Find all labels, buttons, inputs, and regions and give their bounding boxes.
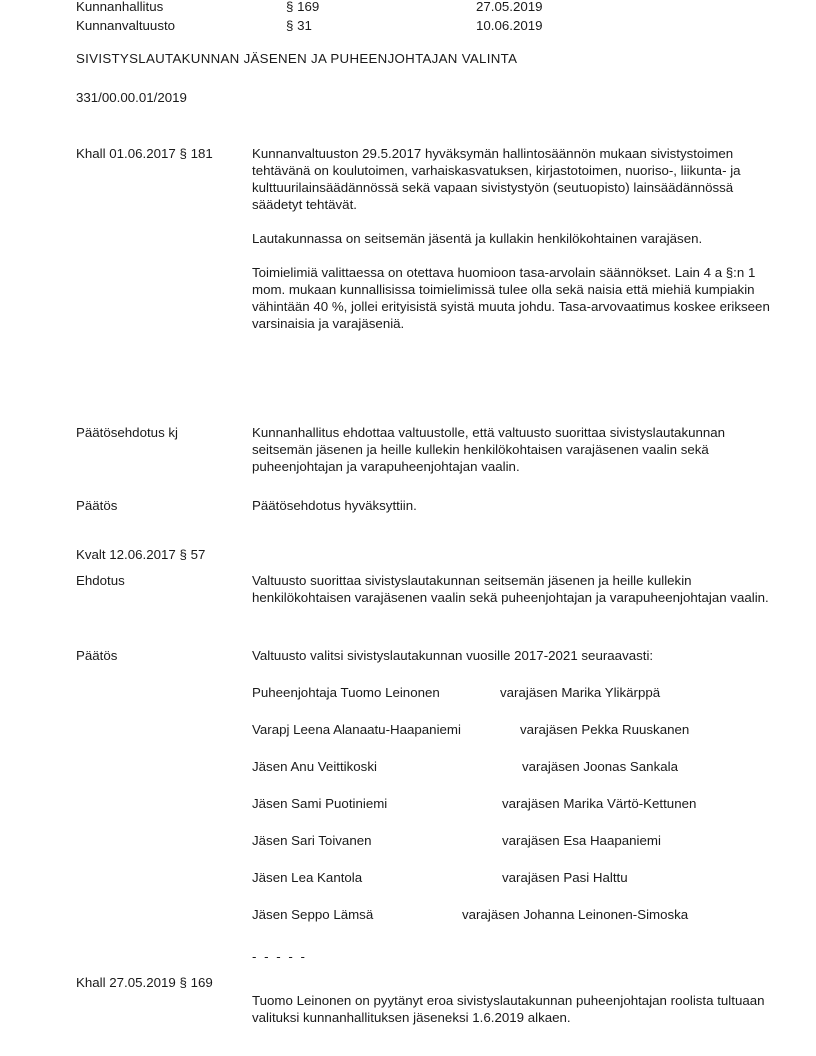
meta-section: § 169 <box>286 0 320 14</box>
member-deputy: varajäsen Pekka Ruuskanen <box>520 722 690 737</box>
section-paatos-khall <box>76 497 776 514</box>
meta-organ: Kunnanhallitus <box>76 0 164 14</box>
list-item <box>252 906 776 923</box>
section-khall-2017 <box>76 145 776 332</box>
table-row <box>76 19 736 38</box>
section-divider: - - - - - <box>252 949 307 964</box>
spacer <box>252 701 776 721</box>
page-title: SIVISTYSLAUTAKUNNAN JÄSENEN JA PUHEENJOHTAJAN VALINTA <box>76 51 518 66</box>
section-paragraph: Kunnanhallitus ehdottaa valtuustolle, että valtuusto suorittaa sivistyslautakunnan seitsemän jäsenen ja heille kullekin henkilökohtaisen varajäsenen vaalin sekä puheenjohtajan ja varapuheenjohtajan vaalin. <box>252 425 726 474</box>
section-paragraph: Päätösehdotus hyväksyttiin. <box>252 498 417 513</box>
section-paragraph: Tuomo Leinonen on pyytänyt eroa sivistyslautakunnan puheenjohtajan roolista tultuaan valituksi kunnanhallituksen jäseneksi 1.6.2019 alkaen. <box>252 993 765 1025</box>
spacer <box>252 738 776 758</box>
section-paatosehdotus-kj <box>76 424 776 475</box>
member-role: Jäsen Sari Toivanen <box>252 833 372 848</box>
list-item <box>252 795 776 812</box>
meta-organ: Kunnanvaltuusto <box>76 18 176 33</box>
section-label: Päätösehdotus kj <box>76 425 179 440</box>
meta-section: § 31 <box>286 18 312 33</box>
section-paragraph: Lautakunnassa on seitsemän jäsentä ja kullakin henkilökohtainen varajäsen. <box>252 231 703 246</box>
member-deputy: varajäsen Joonas Sankala <box>522 759 678 774</box>
section-ehdotus <box>76 572 776 606</box>
section-label: Kvalt 12.06.2017 § 57 <box>76 547 206 562</box>
meta-table <box>76 0 736 38</box>
meta-date: 10.06.2019 <box>476 18 543 33</box>
document-reference: 331/00.00.01/2019 <box>76 90 187 105</box>
member-role: Jäsen Anu Veittikoski <box>252 759 377 774</box>
list-item <box>252 832 776 849</box>
spacer <box>252 775 776 795</box>
member-deputy: varajäsen Marika Värtö-Kettunen <box>502 796 697 811</box>
member-deputy: varajäsen Marika Ylikärppä <box>500 685 661 700</box>
spacer <box>252 923 776 950</box>
list-item <box>252 684 776 701</box>
member-role: Jäsen Sami Puotiniemi <box>252 796 388 811</box>
member-role: Jäsen Seppo Lämsä <box>252 907 374 922</box>
section-paragraph: Toimielimiä valittaessa on otettava huomioon tasa-arvolain säännökset. Lain 4 a §:n 1 mom. mukaan kunnallisissa toimielimissä tulee olla sekä naisia että miehiä kumpiakin vähintään 40 %, jollei erityisistä syistä muuta johdu. Tasa-arvovaatimus koskee erikseen varsinaisia ja varajäseniä. <box>252 265 770 331</box>
section-kvalt-2017 <box>76 546 776 563</box>
table-row <box>76 0 736 19</box>
section-label: Päätös <box>76 648 118 663</box>
member-role: Varapj Leena Alanaatu-Haapaniemi <box>252 722 461 737</box>
section-khall-2019 <box>76 974 776 1026</box>
member-role: Jäsen Lea Kantola <box>252 870 363 885</box>
section-label: Ehdotus <box>76 573 125 588</box>
member-deputy: varajäsen Johanna Leinonen-Simoska <box>462 907 689 922</box>
section-label: Khall 27.05.2019 § 169 <box>76 975 213 990</box>
meta-date: 27.05.2019 <box>476 0 543 14</box>
spacer <box>252 886 776 906</box>
section-intro: Valtuusto valitsi sivistyslautakunnan vuosille 2017-2021 seuraavasti: <box>252 648 654 663</box>
section-paragraph: Kunnanvaltuuston 29.5.2017 hyväksymän hallintosäännön mukaan sivistystoimen tehtävänä on koulutoimen, varhaiskasvatuksen, kirjastotoimen, nuoriso-, liikunta- ja kulttuurilainsäädännössä sekä vapaan sivistystyön (seutuopisto) lainsäädännössä säädetyt tehtävät. <box>252 146 741 212</box>
list-item <box>252 869 776 886</box>
list-item <box>252 721 776 738</box>
section-label: Khall 01.06.2017 § 181 <box>76 146 213 161</box>
member-deputy: varajäsen Pasi Halttu <box>502 870 628 885</box>
list-item <box>252 758 776 775</box>
member-deputy: varajäsen Esa Haapaniemi <box>502 833 661 848</box>
member-role: Puheenjohtaja Tuomo Leinonen <box>252 685 440 700</box>
section-label: Päätös <box>76 498 118 513</box>
section-paragraph: Valtuusto suorittaa sivistyslautakunnan seitsemän jäsenen ja heille kullekin henkilökohtaisen varajäsenen vaalin sekä puheenjohtajan ja varapuheenjohtajan vaalin. <box>252 573 769 605</box>
spacer <box>252 664 776 684</box>
spacer <box>252 812 776 832</box>
spacer <box>252 849 776 869</box>
section-paatos-kvalt <box>76 647 776 963</box>
